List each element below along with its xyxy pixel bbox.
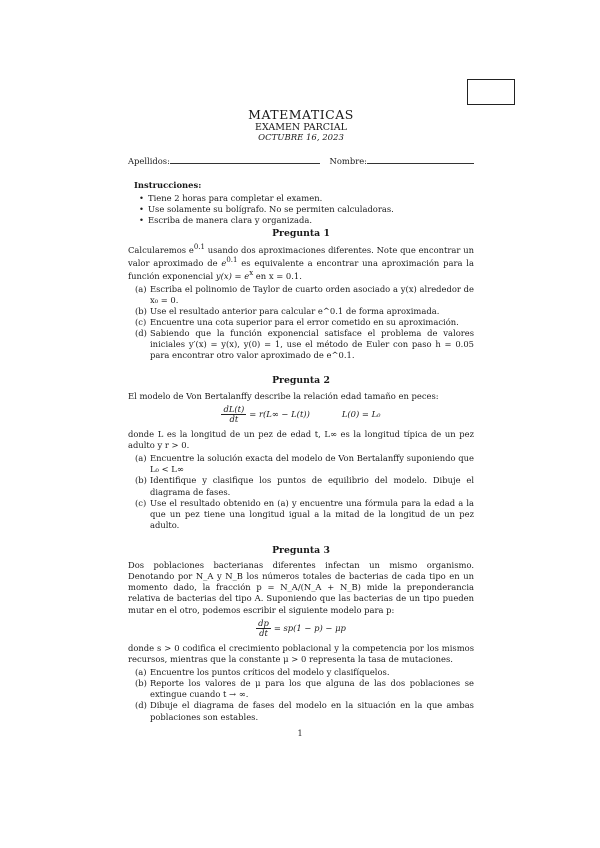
question-3-items: [128, 667, 474, 722]
question-item: (a) Encuentre los puntos críticos del modelo y clasifíquelos.: [135, 667, 390, 678]
exam-title: MATEMATICAS: [248, 107, 354, 122]
question-item: (b) Reporte los valores de μ para los que alguna de las dos poblaciones se extingue cuando t → ∞.: [135, 678, 474, 700]
grade-box: [467, 79, 515, 105]
question-2-items: [128, 453, 474, 531]
question-3-where: donde s > 0 codifica el crecimiento poblacional y la competencia por los mismos recursos, mientras que la constante μ > 0 representa la tasa de mutaciones.: [128, 642, 474, 665]
question-3-heading: Pregunta 3: [272, 544, 330, 556]
apellidos-line: [170, 155, 320, 164]
page-number: 1: [297, 729, 303, 738]
nombre-line: [367, 155, 474, 164]
nombre-field[interactable]: [330, 155, 474, 167]
question-1-heading: Pregunta 1: [272, 227, 330, 239]
question-2-where: donde L es la longitud de un pez de edad t, L∞ es la longitud típica de un pez adulto y r > 0.: [128, 429, 474, 451]
mutation-equation: $\frac{dp}{dt}$ = sp(1 − p) − μp: [258, 617, 346, 639]
question-2-heading: Pregunta 2: [272, 375, 330, 387]
instruction-item: • Escriba de manera clara y organizada.: [148, 215, 474, 226]
nombre-label: Nombre:: [329, 156, 367, 167]
exam-page: [128, 108, 474, 723]
question-3-intro: Dos poblaciones bacterianas diferentes infectan un mismo organismo. Denotando por N_A y N_B los números totales de bacterias de cada tipo en un momento dado, la fracción p = N_A/(N_A + N_B) mide la preponderancia relativa de bacterias del tipo A. Suponiendo que las bacterias de un tipo pueden mutar en el otro, podemos escribir el siguiente modelo para p:: [128, 560, 474, 615]
question-2-intro: El modelo de Von Bertalanffy describe la relación edad tamaño en peces:: [128, 390, 439, 401]
question-1-items: [128, 284, 474, 362]
question-item: (a) Encuentre la solución exacta del modelo de Von Bertalanffy suponiendo que L₀ < L∞: [135, 453, 474, 475]
question-1-intro: Calcularemos $e^{0.1}$ usando dos aproximaciones diferentes. Note que encontrar un valor aproximado de $e^{0.1}$ es equivalente a encontrar una aproximación para la función exponencial $y(x) = e^x$ en x = 0.1.: [128, 243, 474, 281]
bertalanffy-equation: $\frac{dL(t)}{dt}$ = r(L∞ − L(t)) L(0) = L₀: [223, 403, 381, 425]
apellidos-label: Apellidos:: [128, 156, 170, 167]
apellidos-field[interactable]: [128, 155, 320, 167]
question-item: (a) Escriba el polinomio de Taylor de cuarto orden asociado a y(x) alrededor de x₀ = 0.: [135, 283, 474, 305]
question-item: (b) Use el resultado anterior para calcular e^0.1 de forma aproximada.: [135, 305, 440, 316]
question-item: (c) Use el resultado obtenido en (a) y encuentre una fórmula para la edad a la que un pez tiene una longitud igual a la mitad de la longitud de un pez adulto.: [135, 497, 474, 530]
exam-date: OCTUBRE 16, 2023: [258, 133, 344, 144]
instruction-item: • Use solamente su bolígrafo. No se permiten calculadoras.: [148, 204, 474, 215]
question-item: (c) Encuentre una cota superior para el error cometido en su aproximación.: [135, 317, 459, 328]
question-item: (d) Sabiendo que la función exponencial satisface el problema de valores iniciales y′(x) = y(x), y(0) = 1, use el método de Euler con paso h = 0.05 para encontrar otro valor aproximado de e^0.1.: [135, 328, 474, 361]
instruction-item: • Tiene 2 horas para completar el examen.: [148, 193, 474, 204]
instructions-list: [128, 193, 474, 226]
instructions-heading: Instrucciones:: [134, 180, 202, 191]
question-item: (d) Dibuje el diagrama de fases del modelo en la situación en la que ambas poblaciones son estables.: [135, 700, 474, 722]
question-item: (b) Identifique y clasifique los puntos de equilibrio del modelo. Dibuje el diagrama de fases.: [135, 475, 474, 497]
name-fields: [128, 155, 474, 167]
exam-subtitle: EXAMEN PARCIAL: [255, 121, 347, 133]
